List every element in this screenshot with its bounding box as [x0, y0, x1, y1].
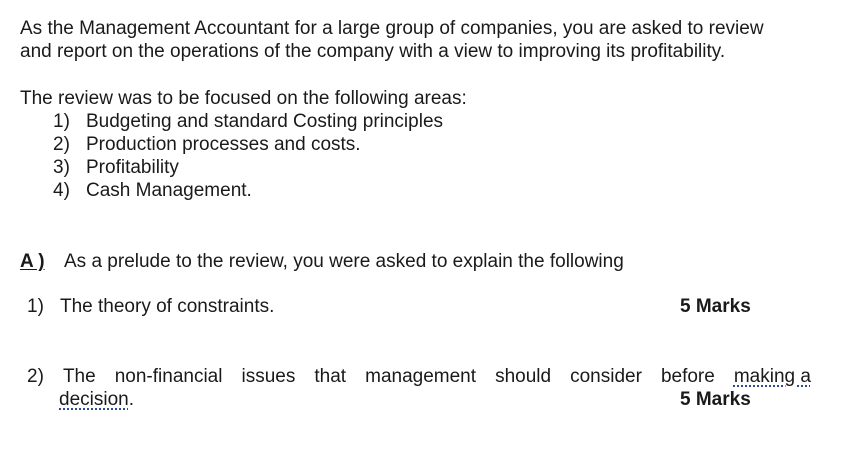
question-word: The — [62, 366, 96, 387]
focus-heading: The review was to be focused on the following areas: — [20, 88, 467, 109]
focus-item-number: 3) — [53, 157, 70, 178]
question-word: consider — [570, 366, 642, 387]
focus-item-text: Cash Management. — [86, 180, 252, 201]
spellcheck-flagged-text: making a — [733, 366, 811, 387]
question-text: The theory of constraints. — [60, 296, 275, 317]
focus-item-number: 4) — [53, 180, 70, 201]
focus-item-number: 2) — [53, 134, 70, 155]
focus-item-text: Profitability — [86, 157, 179, 178]
section-a-row — [20, 251, 624, 273]
question-2-line-1 — [27, 366, 811, 388]
focus-item-1 — [53, 111, 443, 133]
question-1-marks: 5 Marks — [680, 296, 751, 317]
question-word: that — [314, 366, 347, 387]
section-a-label: A ) — [20, 251, 45, 272]
focus-item-text: Production processes and costs. — [86, 134, 361, 155]
question-word: non-financial — [114, 366, 223, 387]
question-2-marks: 5 Marks — [680, 389, 751, 410]
focus-item-text: Budgeting and standard Costing principles — [86, 111, 444, 132]
question-word: issues — [241, 366, 296, 387]
focus-item-2 — [53, 134, 361, 156]
focus-item-number: 1) — [53, 111, 70, 132]
question-word: before — [660, 366, 715, 387]
focus-item-4 — [53, 180, 252, 202]
focus-item-3 — [53, 157, 179, 179]
intro-line-2: and report on the operations of the company with a view to improving its profitability. — [20, 41, 726, 62]
question-1 — [27, 296, 274, 318]
spellcheck-flagged-text: decision — [59, 389, 129, 410]
section-a-prelude: As a prelude to the review, you were asked to explain the following — [64, 251, 624, 272]
question-word: should — [495, 366, 552, 387]
question-2-line-2 — [59, 389, 134, 411]
question-word: management — [365, 366, 477, 387]
question-text-tail: . — [128, 389, 134, 410]
question-number: 2) — [27, 366, 44, 387]
question-number: 1) — [27, 296, 44, 317]
intro-line-1: As the Management Accountant for a large group of companies, you are asked to review — [20, 18, 764, 39]
